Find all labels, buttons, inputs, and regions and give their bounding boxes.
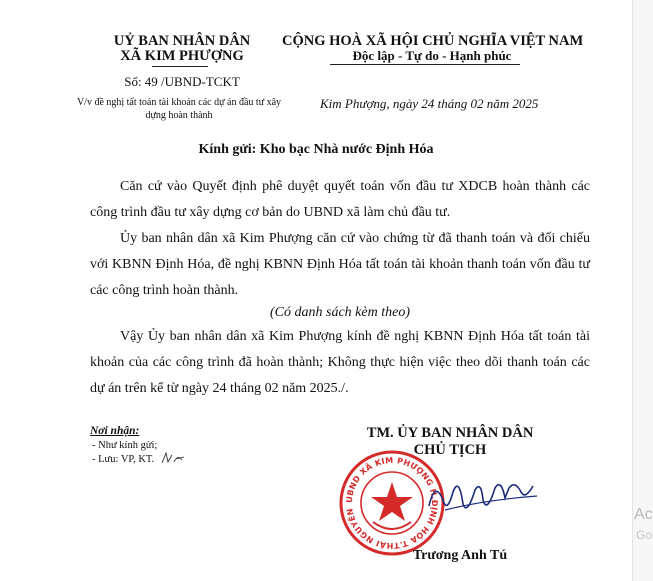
handwritten-signature: [425, 470, 540, 525]
recipient-line: Kính gửi: Kho bạc Nhà nước Định Hóa: [198, 142, 434, 157]
national-title: CỘNG HOÀ XÃ HỘI CHỦ NGHĨA VIỆT NAM: [282, 33, 584, 49]
activation-watermark-sub: Go: [636, 528, 653, 542]
signer-name: Trương Anh Tú: [412, 548, 508, 563]
document-subject: V/v đề nghị tất toán tài khoản các dự án đầu tư xây dựng hoàn thành: [76, 97, 282, 121]
org-name-line2: XÃ KIM PHƯỢNG: [120, 48, 244, 64]
attachment-note: (Có danh sách kèm theo): [270, 305, 410, 320]
initials-mark: [160, 450, 186, 466]
signature-role: CHỦ TỊCH: [413, 442, 487, 458]
activation-watermark: Ac: [634, 506, 653, 523]
document-number: Số: 49 /UBND-TCKT: [124, 74, 240, 89]
org-underline: [152, 66, 208, 67]
place-date: Kim Phượng, ngày 24 tháng 02 năm 2025: [320, 96, 539, 111]
receiver-item: - Lưu: VP, KT.: [92, 454, 155, 465]
body-paragraph-1: Căn cứ vào Quyết định phê duyệt quyết toán vốn đầu tư XDCB hoàn thành các công trình đầu tư xây dựng cơ bản do UBND xã làm chủ đầu tư.: [90, 179, 590, 220]
signature-org: TM. ỦY BAN NHÂN DÂN: [366, 425, 534, 441]
org-name-line1: UỶ BAN NHÂN DÂN: [113, 33, 251, 49]
body-paragraph-4: Vậy Ủy ban nhân dân xã Kim Phượng kính đề nghị KBNN Định Hóa tất toán tài khoản của các công trình đã hoàn thành; Không thực hiện việc theo dõi thanh toán các dự án trên kể từ ngày 24 tháng 02 năm 2025./.: [90, 329, 590, 396]
receivers-title: Nơi nhận:: [90, 425, 140, 437]
svg-text:UBND XÃ KIM PHƯỢNG H.ĐỊNH HÓA: UBND XÃ KIM PHƯỢNG H.ĐỊNH HÓA T.THÁI NGUYÊN: [344, 455, 440, 551]
viewer-margin: [633, 0, 653, 581]
body-paragraph-2: Ủy ban nhân dân xã Kim Phượng căn cứ vào chứng từ đã thanh toán và đối chiếu với KBNN Định Hóa, đề nghị KBNN Định Hóa tất toán tài khoản thanh toán vốn đầu tư các công trình hoàn thành.: [90, 231, 590, 298]
receiver-item: - Như kính gửi;: [92, 440, 158, 451]
national-motto: Độc lập - Tự do - Hạnh phúc: [352, 48, 512, 63]
motto-underline: [330, 64, 520, 65]
